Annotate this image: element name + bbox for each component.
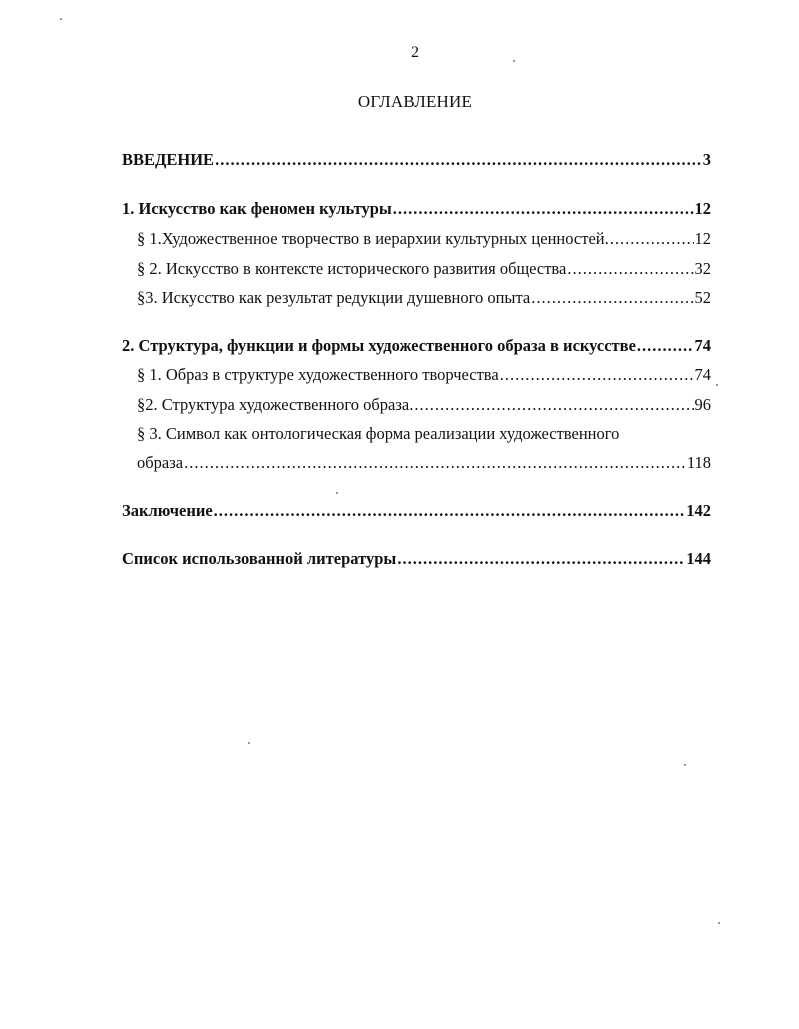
scan-speck [513, 60, 515, 62]
toc-entry-section-1-3[interactable] [137, 288, 711, 308]
scan-speck [718, 922, 720, 924]
dot-leader [531, 288, 693, 308]
toc-entry-chapter-1[interactable] [122, 199, 711, 219]
toc-entry-page: 52 [694, 288, 711, 307]
toc-entry-section-2-1[interactable] [137, 365, 711, 385]
toc-entry-page: 118 [686, 453, 711, 472]
scan-speck [336, 492, 338, 494]
scan-speck [684, 764, 686, 766]
dot-leader [500, 365, 694, 385]
toc-entry-page: 32 [694, 259, 711, 278]
toc-entry-bibliography[interactable] [122, 549, 711, 569]
dot-leader [637, 336, 694, 356]
toc-entry-section-1-1[interactable] [137, 229, 711, 249]
toc-entry-page: 96 [694, 395, 711, 414]
toc-entry-label: § 2. Искусство в контексте исторического развития общества [137, 259, 567, 278]
toc-entry-section-2-3-line1[interactable]: § 3. Символ как онтологическая форма реализации художественного [137, 424, 620, 443]
toc-entry-label: Заключение [122, 501, 213, 520]
dot-leader [610, 229, 694, 249]
toc-entry-page: 12 [694, 199, 711, 218]
toc-entry-page: 12 [694, 229, 711, 248]
toc-entry-page: 74 [694, 365, 711, 384]
toc-entry-page: 142 [686, 501, 711, 520]
toc-entry-label: ВВЕДЕНИЕ [122, 150, 215, 169]
toc-entry-page: 144 [686, 549, 711, 568]
toc-entry-section-1-2[interactable] [137, 259, 711, 279]
toc-entry-label: Список использованной литературы [122, 549, 397, 568]
toc-entry-label: 2. Структура, функции и формы художественного образа в искусстве [122, 336, 636, 355]
toc-entry-label: §3. Искусство как результат редукции душевного опыта [137, 288, 531, 307]
scan-speck [248, 742, 250, 744]
toc-entry-label: 1. Искусство как феномен культуры [122, 199, 392, 218]
page-title: ОГЛАВЛЕНИЕ [357, 92, 473, 111]
dot-leader [397, 549, 685, 569]
toc-entry-section-2-3[interactable] [137, 453, 711, 473]
scan-speck [716, 384, 718, 386]
toc-entry-page: 74 [694, 336, 711, 355]
toc-entry-chapter-2[interactable] [122, 336, 711, 356]
dot-leader [567, 259, 693, 279]
toc-entry-intro[interactable] [122, 150, 711, 170]
toc-entry-label: образа [137, 453, 184, 472]
toc-entry-label: §2. Структура художественного образа. [137, 395, 414, 414]
dot-leader [414, 395, 693, 415]
toc-entry-section-2-2[interactable] [137, 395, 711, 415]
toc-entry-conclusion[interactable] [122, 501, 711, 521]
dot-leader [184, 453, 686, 473]
dot-leader [214, 501, 686, 521]
toc-entry-page: 3 [702, 150, 711, 169]
toc-entry-label: § 1. Образ в структуре художественного творчества [137, 365, 499, 384]
scan-speck [60, 18, 62, 20]
dot-leader [393, 199, 694, 219]
toc-entry-label: § 1.Художественное творчество в иерархии культурных ценностей. [137, 229, 609, 248]
dot-leader [215, 150, 702, 170]
page-number: 2 [411, 44, 419, 61]
